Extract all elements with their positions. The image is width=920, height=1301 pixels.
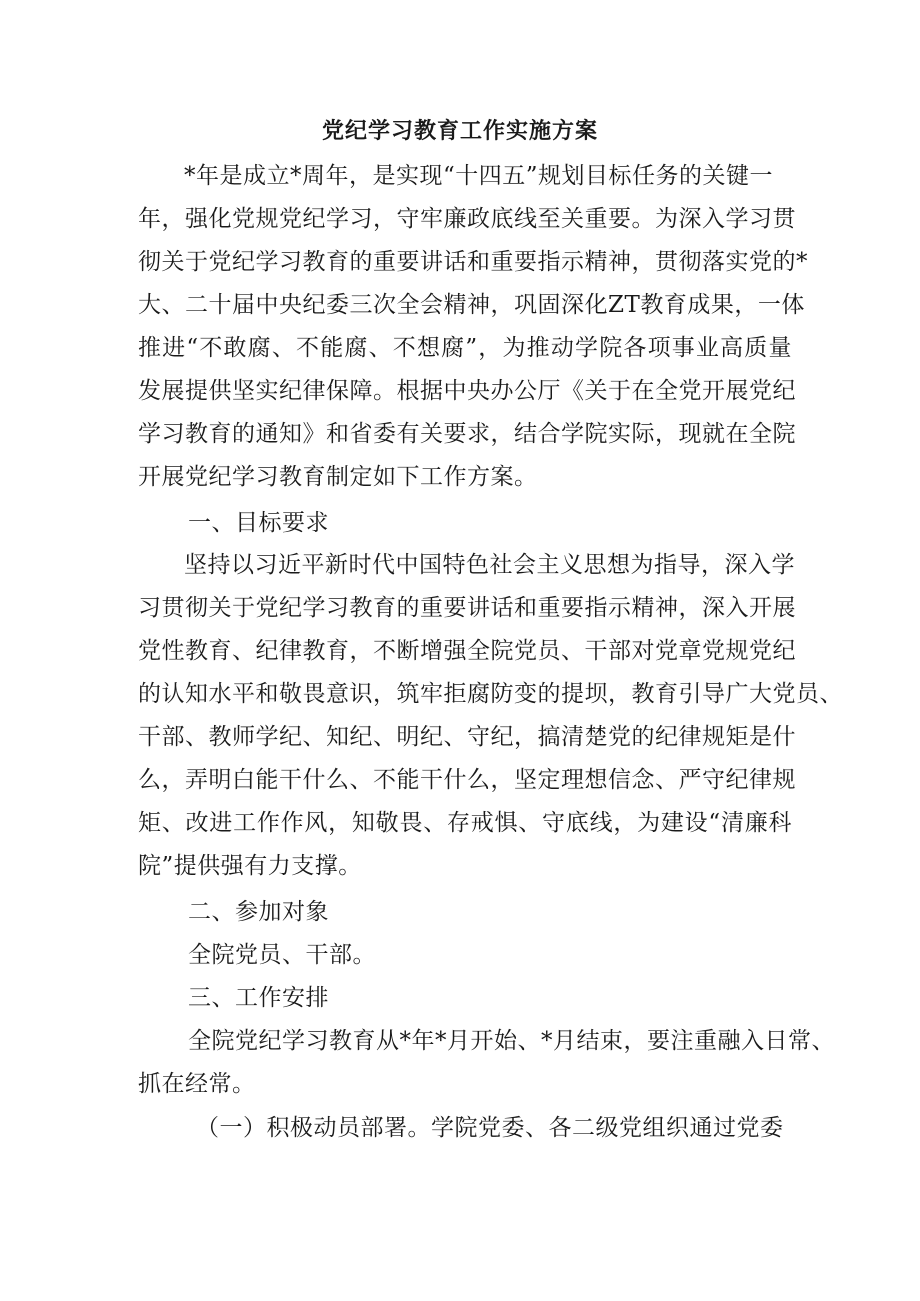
paragraph-line: 党性教育、纪律教育，不断增强全院党员、干部对党章党规党纪 bbox=[138, 638, 796, 664]
paragraph-line: 干部、教师学纪、知纪、明纪、守纪，搞清楚党的纪律规矩是什 bbox=[138, 724, 796, 750]
subsection-line: （一）积极动员部署。学院党委、各二级党组织通过党委 bbox=[196, 1115, 784, 1141]
paragraph-line: 院”提供强有力支撑。 bbox=[138, 853, 362, 879]
paragraph-line: 坚持以习近平新时代中国特色社会主义思想为指导，深入学 bbox=[184, 552, 795, 578]
section-heading: 一、目标要求 bbox=[188, 510, 329, 536]
paragraph-line: 全院党员、干部。 bbox=[188, 942, 376, 968]
paragraph-line: 的认知水平和敬畏意识，筑牢拒腐防变的提坝，教育引导广大党员、 bbox=[138, 681, 843, 707]
paragraph-line: 推进“不敢腐、不能腐、不想腐”，为推动学院各项事业高质量 bbox=[138, 335, 792, 361]
paragraph-line: 彻关于党纪学习教育的重要讲话和重要指示精神，贯彻落实党的* bbox=[138, 249, 808, 275]
paragraph-line: 开展党纪学习教育制定如下工作方案。 bbox=[138, 464, 538, 490]
paragraph-line: 么，弄明白能干什么、不能干什么，坚定理想信念、严守纪律规 bbox=[138, 767, 796, 793]
section-heading: 三、工作安排 bbox=[188, 985, 329, 1011]
paragraph-line: 大、二十届中央纪委三次全会精神，巩固深化ZT教育成果，一体 bbox=[138, 292, 805, 318]
section-heading: 二、参加对象 bbox=[188, 899, 329, 925]
paragraph-line: 年，强化党规党纪学习，守牢廉政底线至关重要。为深入学习贯 bbox=[138, 206, 796, 232]
paragraph-line: 习贯彻关于党纪学习教育的重要讲话和重要指示精神，深入开展 bbox=[138, 595, 796, 621]
paragraph-line: 抓在经常。 bbox=[138, 1071, 256, 1097]
paragraph-line: *年是成立*周年，是实现“十四五”规划目标任务的关键一 bbox=[184, 163, 774, 189]
paragraph-line: 学习教育的通知》和省委有关要求，结合学院实际，现就在全院 bbox=[138, 421, 796, 447]
paragraph-line: 矩、改进工作作风，知敬畏、存戒惧、守底线，为建设“清廉科 bbox=[138, 810, 792, 836]
paragraph-line: 全院党纪学习教育从*年*月开始、*月结束，要注重融入日常、 bbox=[188, 1028, 835, 1054]
paragraph-line: 发展提供坚实纪律保障。根据中央办公厅《关于在全党开展党纪 bbox=[138, 378, 796, 404]
document-title: 党纪学习教育工作实施方案 bbox=[321, 118, 598, 144]
